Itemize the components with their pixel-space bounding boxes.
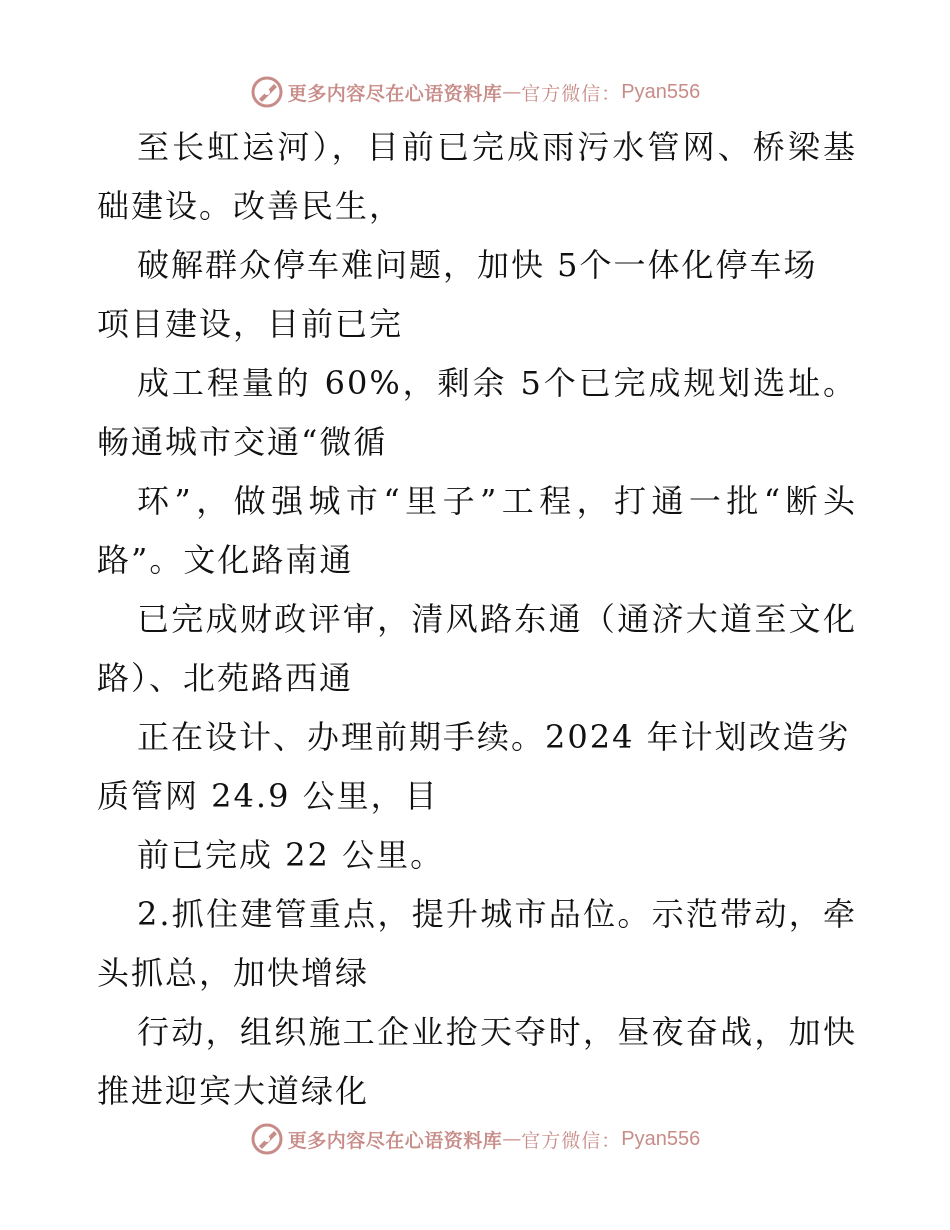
body-line: 成工程量的 60%，剩余 5个已完成规划选址。 xyxy=(137,364,857,402)
body-line: 推进迎宾大道绿化 xyxy=(97,1072,370,1110)
wechat-id: Pyan556 xyxy=(621,80,701,103)
brand-text: 更多内容尽在心语资料库 xyxy=(287,1129,503,1152)
header-watermark xyxy=(0,72,950,112)
body-line: 环”，做强城市“里子”工程，打通一批“断头 xyxy=(137,482,857,520)
body-line: 正在设计、办理前期手续。2024 年计划改造劣 xyxy=(137,718,851,756)
body-line: 项目建设，目前已完 xyxy=(97,305,404,343)
body-line: 已完成财政评审，清风路东通（通济大道至文化 xyxy=(137,600,857,638)
body-line: 破解群众停车难问题，加快 5个一体化停车场 xyxy=(137,246,818,284)
brand-logo-icon xyxy=(250,1122,284,1156)
separator-dash: — xyxy=(502,1128,522,1150)
wechat-label: 官方微信： xyxy=(521,82,622,105)
body-line: 至长虹运河），目前已完成雨污水管网、桥梁基 xyxy=(137,128,857,166)
body-line: 前已完成 22 公里。 xyxy=(137,836,445,874)
brand-text: 更多内容尽在心语资料库 xyxy=(287,82,503,105)
body-line: 2.抓住建管重点，提升城市品位。示范带动，牵 xyxy=(137,895,857,933)
body-line: 头抓总，加快增绿 xyxy=(97,954,370,992)
body-line: 行动，组织施工企业抢天夺时，昼夜奋战，加快 xyxy=(137,1013,857,1051)
body-line: 质管网 24.9 公里，目 xyxy=(97,777,439,815)
body-line: 路）、北苑路西通 xyxy=(97,659,354,697)
body-line: 路”。文化路南通 xyxy=(97,541,354,579)
body-line: 畅通城市交通“微循 xyxy=(97,423,388,461)
footer-watermark xyxy=(0,1119,950,1159)
wechat-id: Pyan556 xyxy=(621,1127,701,1150)
body-line: 础建设。改善民生， xyxy=(97,187,404,225)
separator-dash: — xyxy=(502,81,522,103)
document-body xyxy=(97,118,857,1121)
brand-logo-icon xyxy=(250,75,284,109)
wechat-label: 官方微信： xyxy=(521,1129,622,1152)
